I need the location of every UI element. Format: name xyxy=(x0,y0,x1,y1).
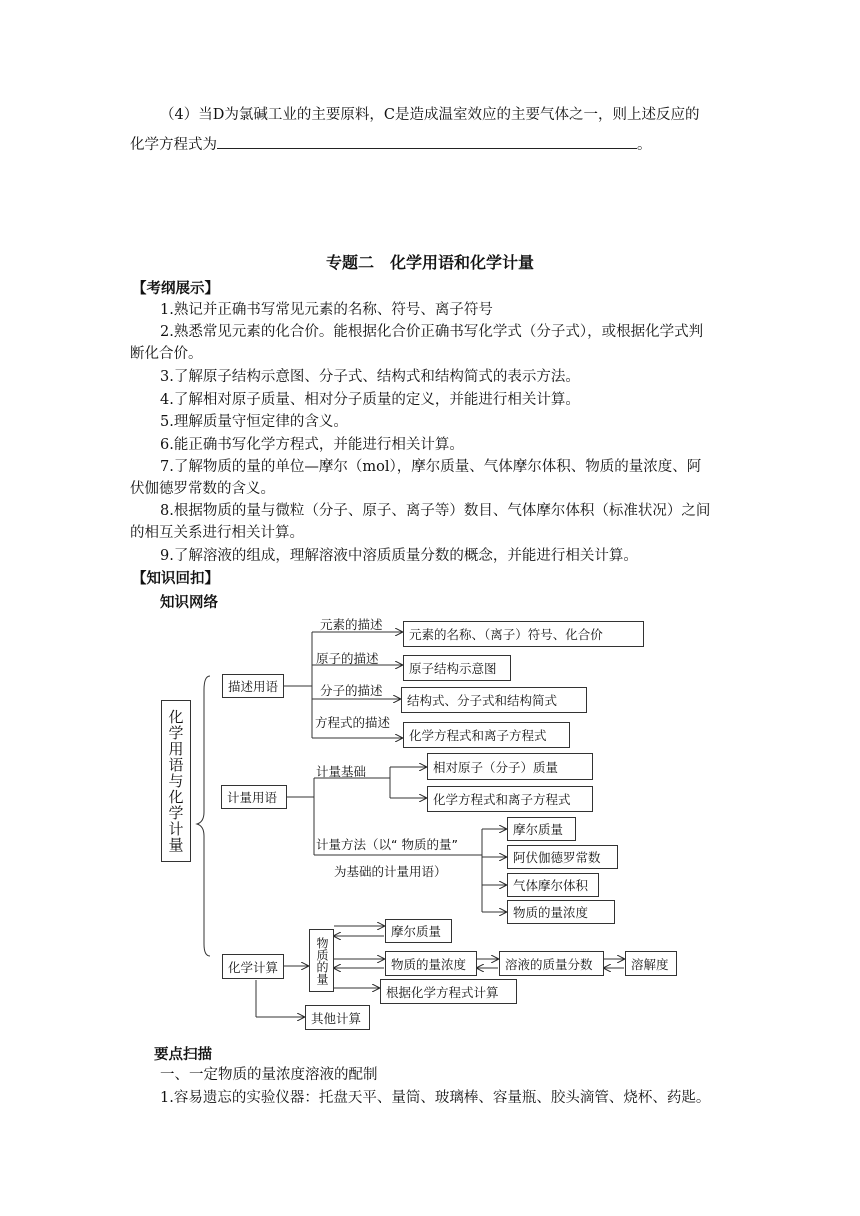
question-4-line1: （4）当D为氯碱工业的主要原料，C是造成温室效应的主要气体之一，则上述反应的 xyxy=(160,107,700,123)
syllabus-item-9: 9.了解溶液的组成，理解溶液中溶质质量分数的概念，并能进行相关计算。 xyxy=(160,548,638,564)
node-measure-lang: 计量用语 xyxy=(221,785,287,809)
box-molar-volume: 气体摩尔体积 xyxy=(507,873,599,897)
box-avogadro: 阿伏伽德罗常数 xyxy=(507,845,618,869)
node-chem-calc: 化学计算 xyxy=(222,954,284,979)
box-by-equation: 根据化学方程式计算 xyxy=(380,979,517,1004)
box-atom-structure: 原子结构示意图 xyxy=(403,655,511,681)
syllabus-item-7: 7.了解物质的量的单位—摩尔（mol），摩尔质量、气体摩尔体积、物质的量浓度、阿 xyxy=(160,459,702,475)
question-4-prefix: 化学方程式为 xyxy=(130,137,217,153)
box-mass-fraction: 溶液的质量分数 xyxy=(499,951,604,976)
label-element-desc: 元素的描述 xyxy=(320,617,383,632)
box-equations: 化学方程式和离子方程式 xyxy=(403,722,570,748)
syllabus-item-2: 2.熟悉常见元素的化合价。能根据化合价正确书写化学式（分子式），或根据化学式判 xyxy=(160,324,704,340)
syllabus-item-2-cont: 断化合价。 xyxy=(130,346,203,362)
section-syllabus: 【考纲展示】 xyxy=(132,280,219,297)
syllabus-item-4: 4.了解相对原子质量、相对分子质量的定义，并能进行相关计算。 xyxy=(160,392,580,408)
question-4-suffix: 。 xyxy=(637,137,652,153)
root-node: 化学用语与化学计量 xyxy=(161,700,191,862)
box-structural-formula: 结构式、分子式和结构简式 xyxy=(401,687,587,713)
label-measure-method-2: 为基础的计量用语） xyxy=(334,864,447,879)
syllabus-item-1: 1.熟记并正确书写常见元素的名称、符号、离子符号 xyxy=(160,302,493,318)
box-solubility: 溶解度 xyxy=(625,951,677,976)
label-molecule-desc: 分子的描述 xyxy=(320,683,383,698)
box-calc-molar-mass: 摩尔质量 xyxy=(385,919,452,943)
box-concentration: 物质的量浓度 xyxy=(507,900,615,924)
syllabus-item-6: 6.能正确书写化学方程式，并能进行相关计算。 xyxy=(160,437,464,453)
box-element-names: 元素的名称、（离子）符号、化合价 xyxy=(403,621,644,647)
label-atom-desc: 原子的描述 xyxy=(316,651,379,666)
syllabus-item-7-cont: 伏伽德罗常数的含义。 xyxy=(130,481,275,497)
node-amount: 物质的量 xyxy=(309,929,334,992)
node-desc-lang: 描述用语 xyxy=(222,674,284,698)
syllabus-item-8: 8.根据物质的量与微粒（分子、原子、离子等）数目、气体摩尔体积（标准状况）之间 xyxy=(160,503,711,519)
key-points-item-1: 1.容易遗忘的实验仪器：托盘天平、量筒、玻璃棒、容量瓶、胶头滴管、烧杯、药匙。 xyxy=(160,1090,711,1106)
page-title: 专题二 化学用语和化学计量 xyxy=(325,253,534,272)
label-measure-method-1: 计量方法（以“ 物质的量” xyxy=(316,837,458,852)
key-points-heading: 一、一定物质的量浓度溶液的配制 xyxy=(160,1067,378,1083)
label-equation-desc: 方程式的描述 xyxy=(315,715,391,730)
box-calc-concentration: 物质的量浓度 xyxy=(385,951,477,976)
label-measure-basis: 计量基础 xyxy=(316,764,367,779)
box-molar-mass: 摩尔质量 xyxy=(507,817,576,841)
syllabus-item-3: 3.了解原子结构示意图、分子式、结构式和结构简式的表示方法。 xyxy=(160,369,580,385)
section-review: 【知识回扣】 xyxy=(132,570,219,587)
box-relative-mass: 相对原子（分子）质量 xyxy=(427,753,593,780)
syllabus-item-8-cont: 的相互关系进行相关计算。 xyxy=(130,525,304,541)
key-points-label: 要点扫描 xyxy=(154,1046,212,1063)
box-equations-2: 化学方程式和离子方程式 xyxy=(427,786,593,812)
syllabus-item-5: 5.理解质量守恒定律的含义。 xyxy=(160,414,348,430)
knowledge-network-label: 知识网络 xyxy=(160,594,218,611)
box-other-calc: 其他计算 xyxy=(305,1005,370,1030)
